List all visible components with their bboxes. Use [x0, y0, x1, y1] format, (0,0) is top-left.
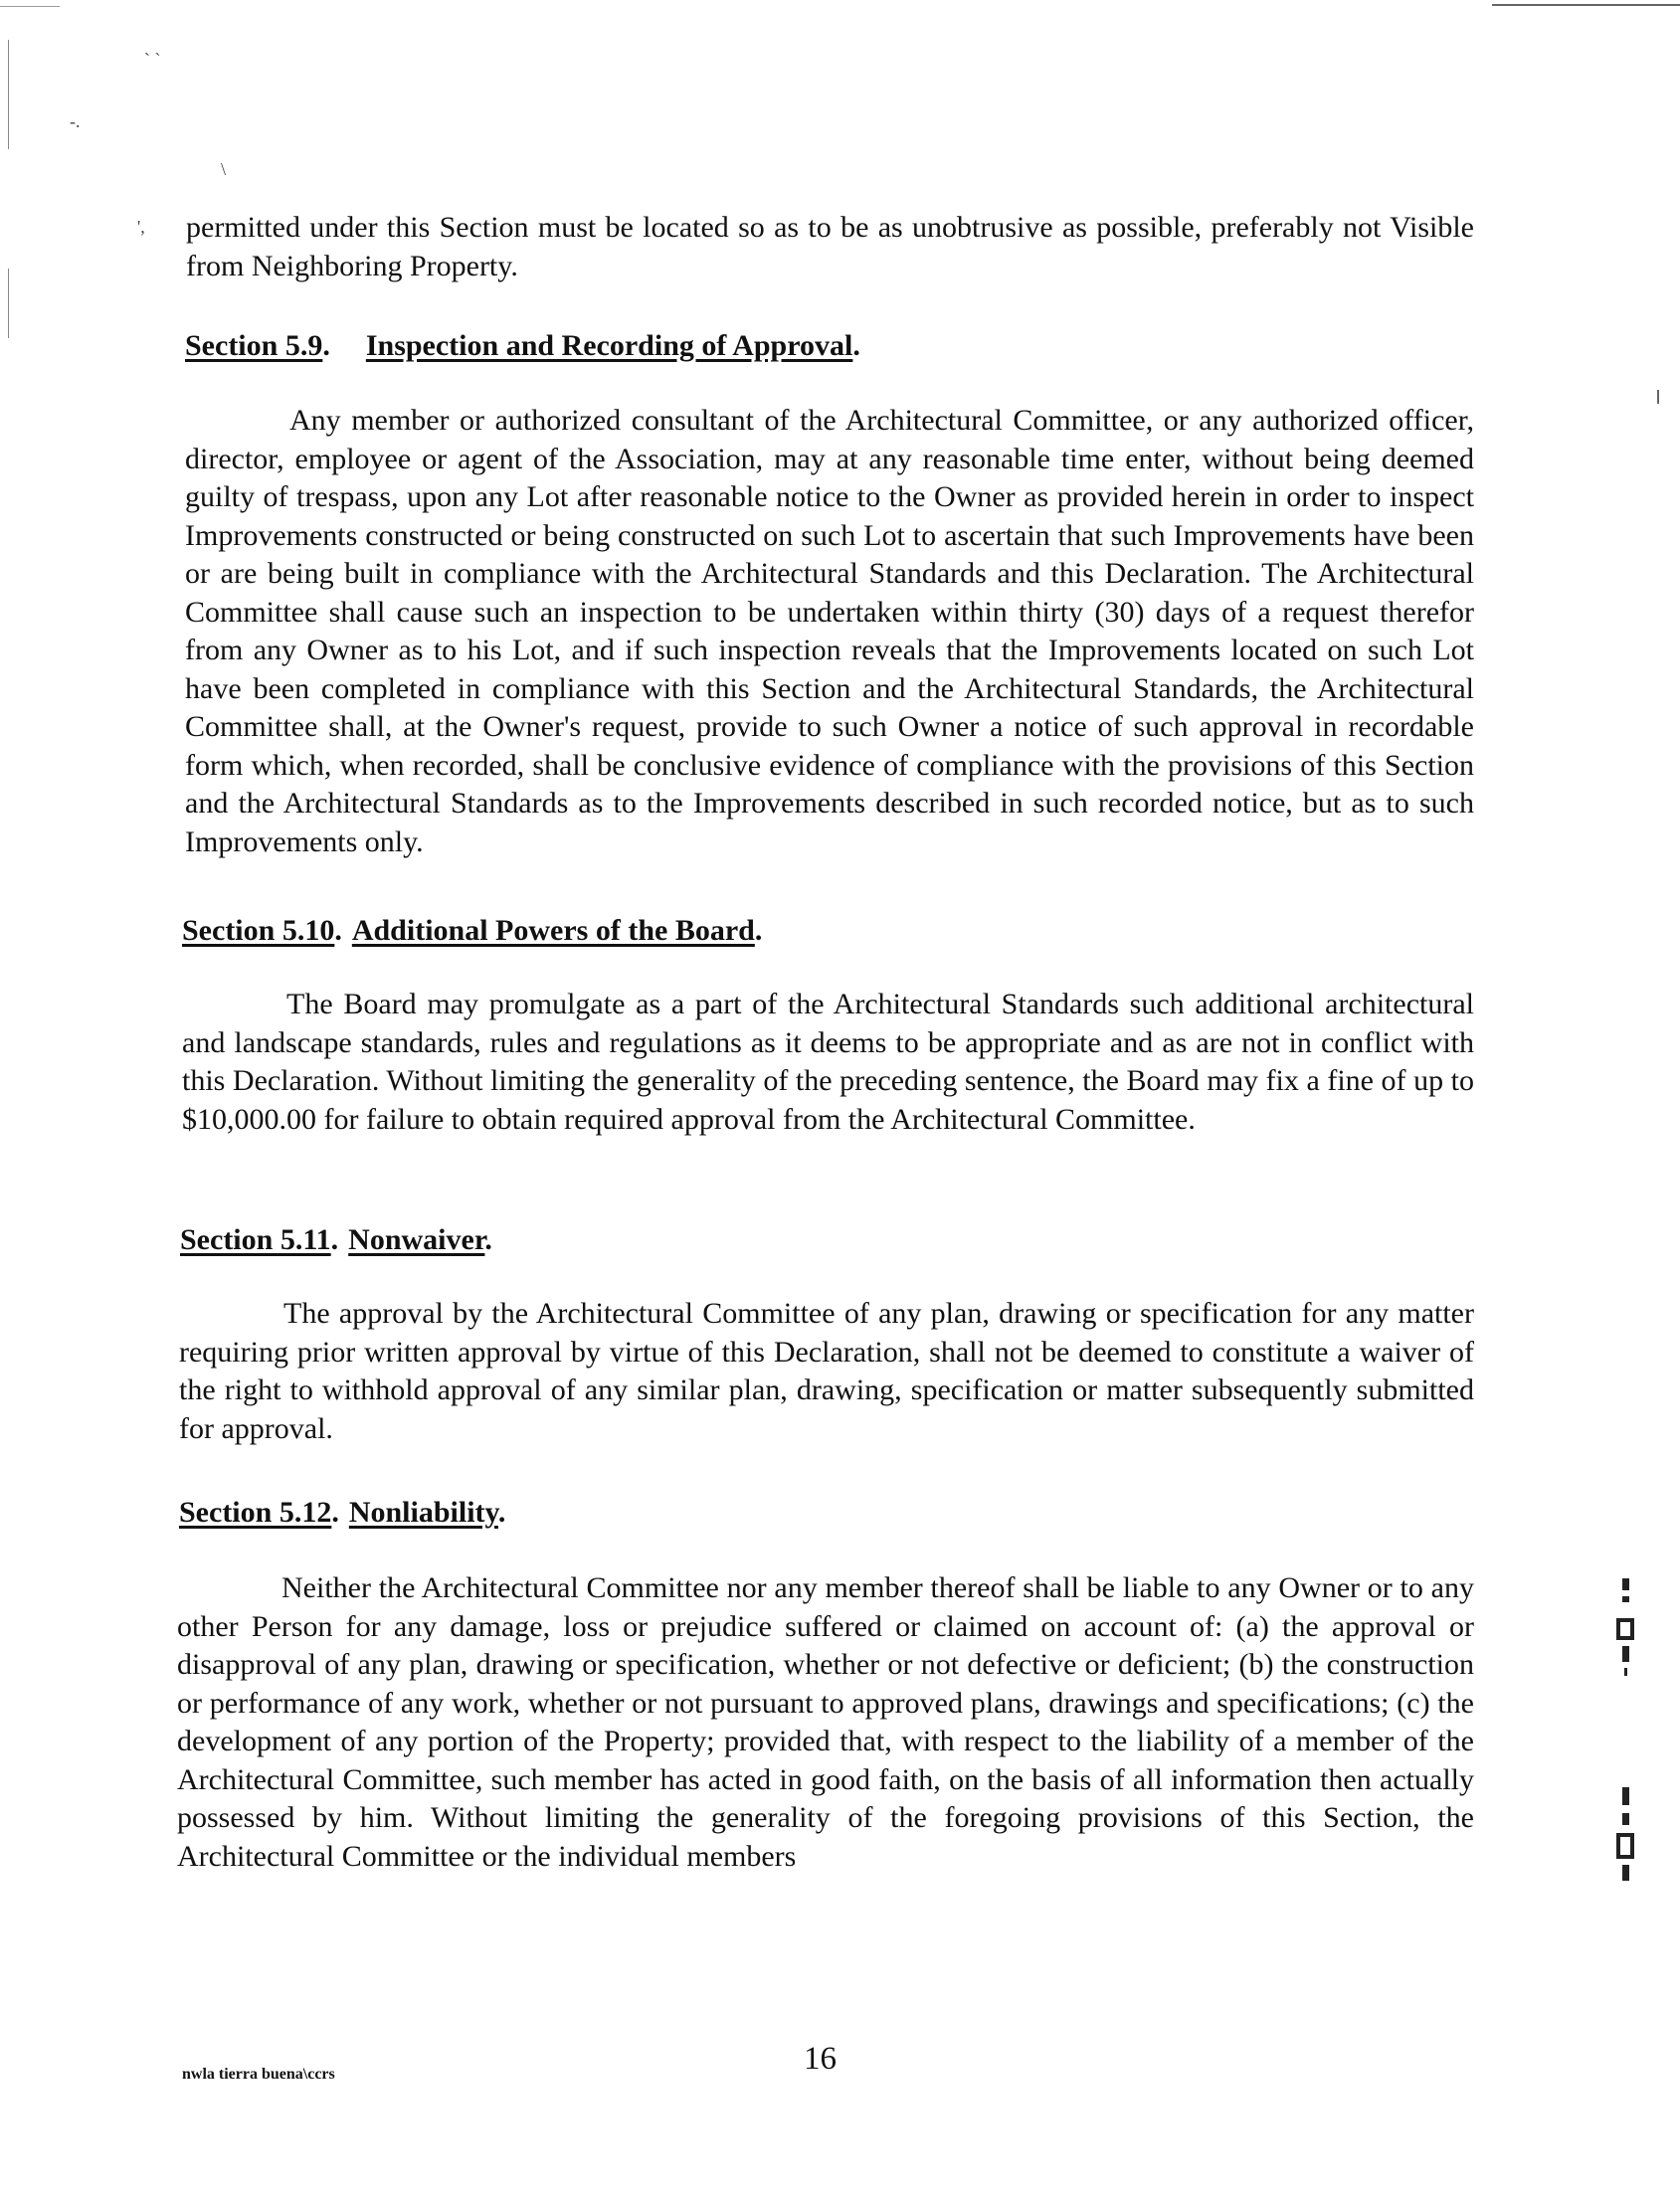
section-title: Inspection and Recording of Approval	[365, 329, 853, 362]
section-body-5-9: Any member or authorized consultant of the Architectural Committee, or any authorized officer, director, employee or agent of the Association, may at any reasonable time enter, without being deemed guilty of trespass, upon any Lot after reasonable notice to the Owner as provided herein in order to inspect Improvements constructed or being constructed on such Lot to ascertain that such Improvements have been or are being built in compliance with the Architectural Standards and this Declaration. The Architectural Committee shall cause such an inspection to be undertaken within thirty (30) days of a request therefor from any Owner as to his Lot, and if such inspection reveals that the Improvements located on such Lot have been completed in compliance with this Section and the Architectural Standards, the Architectural Committee shall, at the Owner's request, provide to such Owner a notice of such approval in recordable form which, when recorded, shall be conclusive evidence of compliance with the provisions of this Section and the Architectural Standards as to the Improvements described in such recorded notice, but as to such Improvements only.	[185, 404, 1474, 858]
section-title: Additional Powers of the Board	[351, 914, 755, 947]
section-heading-5-11: Section 5.11. Nonwaiver.	[180, 1223, 492, 1256]
scan-speck-2: -.	[70, 111, 81, 131]
section-body-5-11: The approval by the Architectural Committee of any plan, drawing or specification for any matter requiring prior written approval by virtue of this Declaration, shall not be deemed to constitute a waiver of the right to withhold approval of any similar plan, drawing, specification or matter subsequently submitted for approval.	[179, 1297, 1474, 1445]
page-number: 16	[804, 2041, 837, 2077]
scan-speck-4: ',	[137, 217, 145, 237]
scan-speck-1: ` `	[144, 50, 161, 70]
section-body-5-12: Neither the Architectural Committee nor any member thereof shall be liable to any Owner or to any other Person for any damage, loss or prejudice suffered or claimed on account of: (a) the approval or disapproval of any plan, drawing or specification, whether or not defective or deficient; (b) the construction or performance of any work, whether or not pursuant to approved plans, drawings and specifications; (c) the development of any portion of the Property; provided that, with respect to the liability of a member of the Architectural Committee, such member has acted in good faith, on the basis of all information then actually possessed by him. Without limiting the generality of the foregoing provisions of this Section, the Architectural Committee or the individual members	[177, 1571, 1474, 1873]
section-number: Section 5.10	[182, 914, 335, 947]
section-body-5-10: The Board may promulgate as a part of the Architectural Standards such additional architectural and landscape standards, rules and regulations as it deems to be appropriate and as are not in conflict with this Declaration. Without limiting the generality of the preceding sentence, the Board may fix a fine of up to $10,000.00 for failure to obtain required approval from the Architectural Committee.	[182, 988, 1474, 1136]
section-number: Section 5.11	[180, 1223, 331, 1256]
scan-line-left-edge	[8, 40, 9, 149]
section-number: Section 5.9	[185, 329, 323, 362]
scan-line-top-left	[0, 6, 60, 7]
section-heading-5-12: Section 5.12. Nonliability.	[179, 1496, 506, 1529]
section-number: Section 5.12	[179, 1496, 332, 1529]
margin-stamp-icon	[1613, 1576, 1639, 1775]
footer-file-path: nwla tierra buena\ccrs	[182, 2066, 335, 2083]
margin-stamp-icon-2	[1613, 1785, 1639, 1984]
section-heading-5-10: Section 5.10. Additional Powers of the Board.	[182, 914, 763, 947]
scan-line-top-right	[1492, 4, 1680, 6]
continuation-paragraph: permitted under this Section must be located so as to be as unobtrusive as possible, preferably not Visible from Neighboring Property.	[186, 211, 1474, 282]
scan-line-left-edge-2	[8, 269, 9, 338]
scan-tick-right	[1657, 390, 1659, 404]
section-title: Nonwaiver	[348, 1223, 485, 1256]
section-title: Nonliability	[348, 1496, 498, 1529]
scan-speck-3: \	[221, 159, 227, 179]
section-heading-5-9: Section 5.9. Inspection and Recording of Approval.	[185, 329, 860, 362]
